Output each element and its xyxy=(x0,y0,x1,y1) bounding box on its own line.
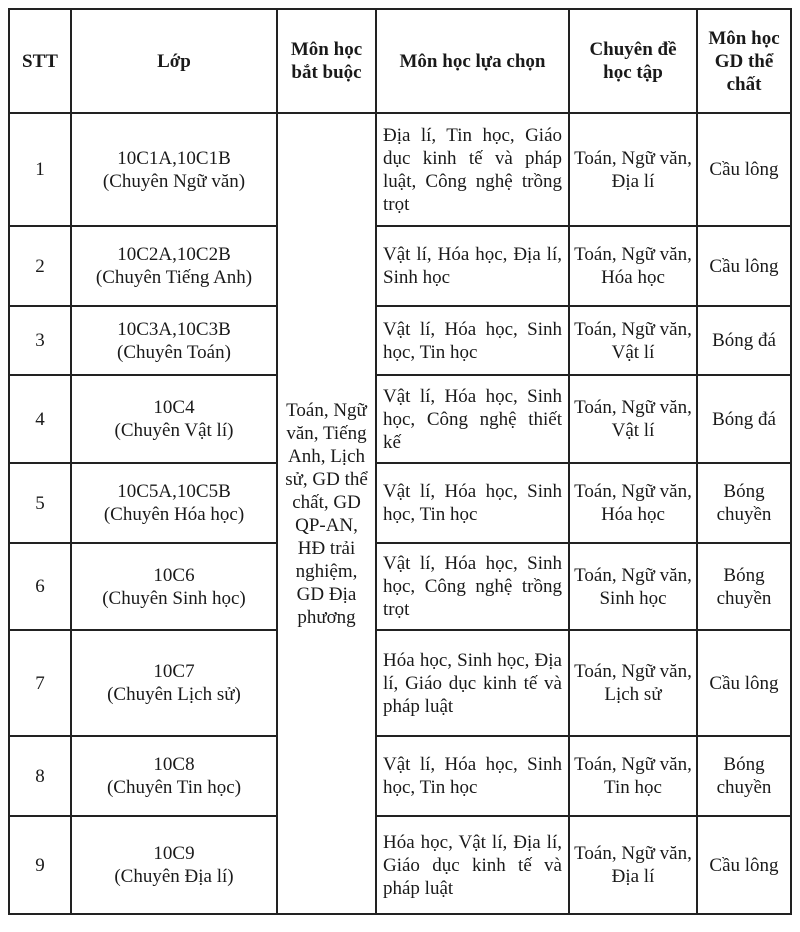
table-row xyxy=(9,463,791,543)
class-specialty: (Chuyên Tiếng Anh) xyxy=(95,267,253,288)
table-row xyxy=(9,736,791,816)
topics-text: Toán, Ngữ văn, Địa lí xyxy=(574,843,692,887)
electives-cell xyxy=(376,630,569,736)
stt-value: 7 xyxy=(35,672,45,694)
class-name: 10C9 xyxy=(153,843,195,864)
pe-text: Cầu lông xyxy=(709,159,779,180)
pe-text: Cầu lông xyxy=(709,672,779,694)
class-cell xyxy=(71,736,277,816)
class-cell xyxy=(71,463,277,543)
electives-text: Vật lí, Hóa học, Sinh học, Tin học xyxy=(383,318,562,363)
pe-text: Bóng chuyền xyxy=(716,481,772,525)
table-row xyxy=(9,306,791,375)
class-specialty: (Chuyên Sinh học) xyxy=(102,587,246,609)
pe-cell xyxy=(697,630,791,736)
pe-text: Bóng chuyền xyxy=(716,564,772,609)
class-specialty: (Chuyên Hóa học) xyxy=(103,504,245,525)
topics-cell xyxy=(569,113,697,226)
electives-text: Vật lí, Hóa học, Sinh học, Công nghệ trồng trọt xyxy=(383,553,562,620)
class-specialty: (Chuyên Tin học) xyxy=(106,777,242,798)
topics-cell xyxy=(569,463,697,543)
table-row xyxy=(9,113,791,226)
class-name: 10C3A,10C3B xyxy=(117,318,231,340)
electives-text: Vật lí, Hóa học, Địa lí, Sinh học xyxy=(383,244,562,288)
header-electives: Môn học lựa chọn xyxy=(376,9,569,113)
stt-cell xyxy=(9,113,71,226)
electives-text: Địa lí, Tin học, Giáo dục kinh tế và pháp luật, Công nghệ trồng trọt xyxy=(383,124,562,215)
stt-cell xyxy=(9,463,71,543)
pe-cell xyxy=(697,113,791,226)
topics-text: Toán, Ngữ văn, Vật lí xyxy=(574,397,692,441)
electives-text: Hóa học, Sinh học, Địa lí, Giáo dục kinh tế và pháp luật xyxy=(383,649,562,717)
class-specialty: (Chuyên Lịch sử) xyxy=(107,684,241,705)
topics-text: Toán, Ngữ văn, Lịch sử xyxy=(574,661,692,705)
class-name: 10C2A,10C2B xyxy=(117,244,231,265)
class-name: 10C6 xyxy=(153,564,195,586)
class-cell xyxy=(71,543,277,630)
pe-text: Bóng đá xyxy=(712,408,776,430)
topics-cell xyxy=(569,375,697,463)
topics-cell xyxy=(569,816,697,914)
electives-cell xyxy=(376,306,569,375)
topics-text: Toán, Ngữ văn, Hóa học xyxy=(574,481,692,525)
class-cell xyxy=(71,226,277,306)
stt-value: 5 xyxy=(35,492,45,514)
header-pe: Môn học GD thể chất xyxy=(697,9,791,113)
electives-cell xyxy=(376,226,569,306)
class-specialty: (Chuyên Ngữ văn) xyxy=(102,170,246,192)
pe-cell xyxy=(697,375,791,463)
topics-cell xyxy=(569,736,697,816)
class-specialty: (Chuyên Vật lí) xyxy=(114,420,234,441)
electives-cell xyxy=(376,816,569,914)
pe-cell xyxy=(697,463,791,543)
pe-cell xyxy=(697,226,791,306)
class-cell xyxy=(71,375,277,463)
topics-cell xyxy=(569,226,697,306)
table-row xyxy=(9,543,791,630)
stt-value: 4 xyxy=(35,408,45,430)
table-row xyxy=(9,816,791,914)
class-name: 10C4 xyxy=(153,397,195,418)
stt-value: 6 xyxy=(35,576,45,597)
class-name: 10C5A,10C5B xyxy=(117,481,231,502)
electives-text: Vật lí, Hóa học, Sinh học, Tin học xyxy=(383,481,562,525)
class-cell xyxy=(71,113,277,226)
topics-text: Toán, Ngữ văn, Địa lí xyxy=(574,147,692,192)
header-mandatory: Môn học bắt buộc xyxy=(277,9,376,113)
table-row xyxy=(9,375,791,463)
pe-cell xyxy=(697,543,791,630)
stt-cell xyxy=(9,306,71,375)
topics-cell xyxy=(569,630,697,736)
stt-cell xyxy=(9,630,71,736)
electives-cell xyxy=(376,375,569,463)
mandatory-subjects-text: Toán, Ngữ văn, Tiếng Anh, Lịch sử, GD thể chất, GD QP-AN, HĐ trải nghiệm, GD Địa phương xyxy=(285,399,368,628)
class-cell xyxy=(71,816,277,914)
electives-cell xyxy=(376,543,569,630)
class-cell xyxy=(71,630,277,736)
stt-value: 1 xyxy=(35,159,45,180)
pe-text: Cầu lông xyxy=(709,854,779,876)
class-specialty: (Chuyên Toán) xyxy=(117,341,231,363)
electives-text: Vật lí, Hóa học, Sinh học, Công nghệ thiết kế xyxy=(383,385,562,453)
topics-text: Toán, Ngữ văn, Tin học xyxy=(574,754,692,798)
table-row xyxy=(9,630,791,736)
pe-cell xyxy=(697,736,791,816)
class-name: 10C7 xyxy=(153,661,195,682)
header-stt: STT xyxy=(9,9,71,113)
electives-text: Hóa học, Vật lí, Địa lí, Giáo dục kinh tế và pháp luật xyxy=(383,831,562,899)
header-topics: Chuyên đề học tập xyxy=(569,9,697,113)
topics-text: Toán, Ngữ văn, Hóa học xyxy=(574,244,692,288)
stt-value: 3 xyxy=(35,330,45,351)
stt-cell xyxy=(9,226,71,306)
topics-text: Toán, Ngữ văn, Sinh học xyxy=(574,564,692,609)
topics-cell xyxy=(569,543,697,630)
class-cell xyxy=(71,306,277,375)
pe-text: Bóng chuyền xyxy=(716,754,772,798)
header-class: Lớp xyxy=(71,9,277,113)
pe-cell xyxy=(697,816,791,914)
topics-cell xyxy=(569,306,697,375)
stt-value: 2 xyxy=(35,255,45,277)
stt-cell xyxy=(9,816,71,914)
curriculum-table xyxy=(8,8,792,915)
pe-cell xyxy=(697,306,791,375)
mandatory-subjects-cell xyxy=(277,113,376,914)
class-specialty: (Chuyên Địa lí) xyxy=(114,866,234,887)
topics-text: Toán, Ngữ văn, Vật lí xyxy=(574,318,692,363)
stt-value: 9 xyxy=(35,854,45,876)
stt-cell xyxy=(9,736,71,816)
stt-cell xyxy=(9,375,71,463)
electives-cell xyxy=(376,113,569,226)
table-header-row xyxy=(9,9,791,113)
electives-cell xyxy=(376,736,569,816)
curriculum-table-container xyxy=(8,8,792,915)
class-name: 10C8 xyxy=(153,754,195,775)
electives-text: Vật lí, Hóa học, Sinh học, Tin học xyxy=(383,754,562,798)
class-name: 10C1A,10C1B xyxy=(117,147,231,169)
electives-cell xyxy=(376,463,569,543)
table-row xyxy=(9,226,791,306)
pe-text: Cầu lông xyxy=(709,255,779,277)
stt-cell xyxy=(9,543,71,630)
pe-text: Bóng đá xyxy=(712,330,776,351)
stt-value: 8 xyxy=(35,765,45,787)
